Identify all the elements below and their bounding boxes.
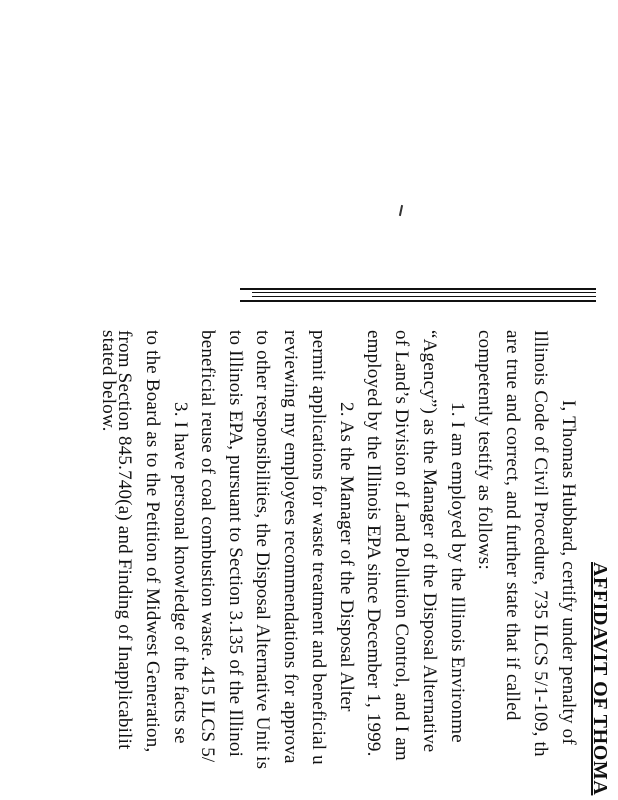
- scan-mark: [399, 205, 403, 216]
- body-line: from Section 845.740(a) and Finding of Inapplicabilit: [114, 330, 135, 750]
- header-rule: [252, 292, 596, 293]
- body-line: of Land’s Division of Land Pollution Control, and I am: [391, 330, 412, 761]
- body-line: are true and correct, and further state that if called: [502, 330, 523, 721]
- body-line: reviewing my employees recommendations for approva: [280, 330, 301, 764]
- header-rule: [252, 296, 596, 297]
- body-line: to Illinois EPA, pursuant to Section 3.135 of the Illinoi: [225, 330, 246, 758]
- body-line: 3. I have personal knowledge of the facts se: [170, 402, 191, 744]
- document-title: AFFIDAVIT OF THOMA: [589, 562, 611, 796]
- body-line: beneficial reuse of coal combustion waste. 415 ILCS 5/: [197, 330, 218, 763]
- body-line: to the Board as to the Petition of Midwest Generation,: [142, 330, 163, 753]
- body-line: competently testify as follows:: [474, 330, 495, 570]
- body-line: Illinois Code of Civil Procedure, 735 ILCS 5/1-109, th: [530, 330, 551, 757]
- body-line: I, Thomas Hubbard, certify under penalty of: [558, 400, 579, 745]
- header-rule: [240, 288, 596, 290]
- body-line: to other responsibilities, the Disposal Alternative Unit is: [252, 330, 273, 770]
- body-line: stated below.: [98, 330, 119, 432]
- body-line: employed by the Illinois EPA since December 1, 1999.: [363, 330, 384, 757]
- body-line: “Agency”) as the Manager of the Disposal Alternative: [419, 330, 440, 753]
- body-line: permit applications for waste treatment and beneficial u: [308, 330, 329, 765]
- body-line: 2. As the Manager of the Disposal Alter: [336, 402, 357, 712]
- body-line: 1. I am employed by the Illinois Environme: [447, 402, 468, 743]
- header-rule: [240, 300, 596, 302]
